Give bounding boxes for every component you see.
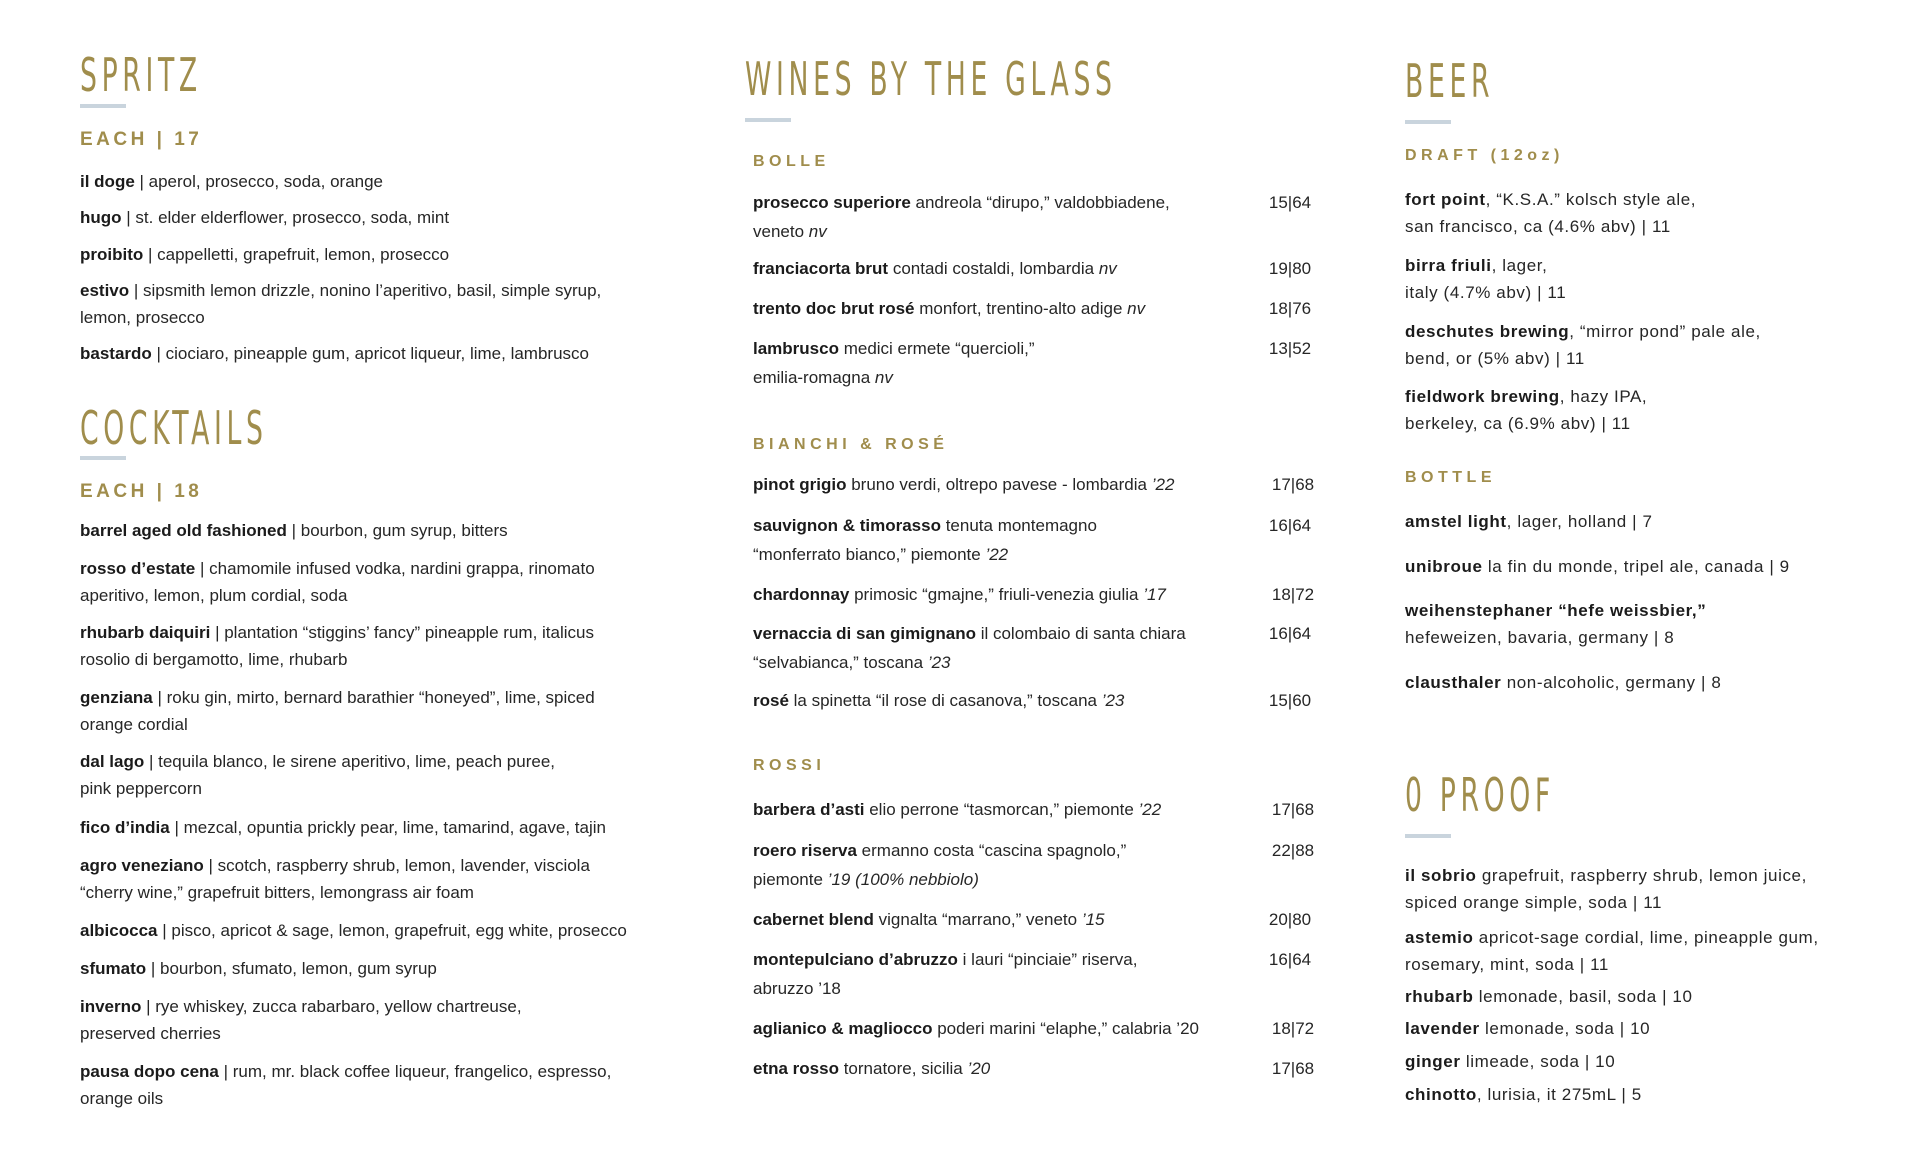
bolle-heading: BOLLE (753, 153, 830, 170)
cocktails-rule (80, 456, 126, 460)
spritz-price: EACH | 17 (80, 129, 203, 150)
wine-item: lambrusco medici ermete “quercioli,” emilia-romagna nv (753, 339, 1035, 387)
wine-item: sauvignon & timorasso tenuta montemagno “monferrato bianco,” piemonte ’22 (753, 516, 1097, 564)
zero-proof-item: rhubarb lemonade, basil, soda | 10 (1405, 987, 1693, 1006)
zero-proof-item: ginger limeade, soda | 10 (1405, 1052, 1616, 1071)
cocktail-item: albicocca | pisco, apricot & sage, lemon, grapefruit, egg white, prosecco (80, 921, 627, 940)
beer-item: weihenstephaner “hefe weissbier,” hefeweizen, bavaria, germany | 8 (1405, 601, 1707, 647)
beer-item: clausthaler non-alcoholic, germany | 8 (1405, 673, 1722, 692)
wine-price: 18|76 (1268, 299, 1312, 318)
wine-item: franciacorta brut contadi costaldi, lombardia nv (753, 259, 1117, 278)
bianchi-heading: BIANCHI & ROSÉ (753, 436, 949, 453)
cocktail-item: pausa dopo cena | rum, mr. black coffee liqueur, frangelico, espresso, orange oils (80, 1062, 612, 1108)
beer-item: amstel light, lager, holland | 7 (1405, 512, 1653, 531)
cocktail-item: genziana | roku gin, mirto, bernard barathier “honeyed”, lime, spiced orange cordial (80, 688, 595, 734)
spritz-item: hugo | st. elder elderflower, prosecco, soda, mint (80, 208, 450, 227)
wine-price: 18|72 (1271, 1019, 1315, 1038)
beer-item: fieldwork brewing, hazy IPA, berkeley, ca (6.9% abv) | 11 (1405, 387, 1648, 433)
wine-item: prosecco superiore andreola “dirupo,” valdobbiadene, veneto nv (753, 193, 1170, 241)
bottle-heading: BOTTLE (1405, 469, 1496, 486)
spritz-item: bastardo | ciociaro, pineapple gum, apricot liqueur, lime, lambrusco (80, 344, 589, 363)
cocktail-item: dal lago | tequila blanco, le sirene aperitivo, lime, peach puree, pink peppercorn (80, 752, 555, 798)
cocktail-item: inverno | rye whiskey, zucca rabarbaro, yellow chartreuse, preserved cherries (80, 997, 522, 1043)
zero-proof-item: lavender lemonade, soda | 10 (1405, 1019, 1651, 1038)
wine-price: 16|64 (1268, 624, 1312, 643)
beer-item: fort point, “K.S.A.” kolsch style ale, san francisco, ca (4.6% abv) | 11 (1405, 190, 1697, 236)
wine-price: 16|64 (1268, 516, 1312, 535)
spritz-rule (80, 104, 126, 108)
wines-rule (745, 118, 791, 122)
beer-rule (1405, 120, 1451, 124)
beer-item: birra friuli, lager, italy (4.7% abv) | 11 (1405, 256, 1567, 302)
zero-proof-item: astemio apricot-sage cordial, lime, pineapple gum, rosemary, mint, soda | 11 (1405, 928, 1819, 974)
wine-price: 22|88 (1271, 841, 1315, 860)
wine-price: 17|68 (1271, 475, 1315, 494)
spritz-item: estivo | sipsmith lemon drizzle, nonino l’aperitivo, basil, simple syrup, lemon, prosecco (80, 281, 602, 327)
wine-price: 18|72 (1271, 585, 1315, 604)
wines-title: WINES BY THE GLASS (745, 52, 1117, 106)
spritz-item: il doge | aperol, prosecco, soda, orange (80, 172, 384, 191)
spritz-item: proibito | cappelletti, grapefruit, lemon, prosecco (80, 245, 450, 264)
wine-item: cabernet blend vignalta “marrano,” veneto ’15 (753, 910, 1105, 929)
beer-title: BEER (1405, 54, 1495, 108)
cocktails-price: EACH | 18 (80, 481, 203, 502)
wine-item: trento doc brut rosé monfort, trentino-alto adige nv (753, 299, 1146, 318)
wine-price: 20|80 (1268, 910, 1312, 929)
wine-price: 15|64 (1268, 193, 1312, 212)
zero-proof-item: il sobrio grapefruit, raspberry shrub, lemon juice, spiced orange simple, soda | 11 (1405, 866, 1807, 912)
cocktails-title: COCKTAILS (80, 401, 268, 455)
cocktail-item: agro veneziano | scotch, raspberry shrub, lemon, lavender, visciola “cherry wine,” grapefruit bitters, lemongrass air foam (80, 856, 590, 902)
zero-proof-rule (1405, 834, 1451, 838)
rossi-heading: ROSSI (753, 757, 826, 774)
wine-price: 16|64 (1268, 950, 1312, 969)
wine-price: 15|60 (1268, 691, 1312, 710)
cocktail-item: rhubarb daiquiri | plantation “stiggins’ fancy” pineapple rum, italicus rosolio di bergamotto, lime, rhubarb (80, 623, 594, 669)
wine-item: pinot grigio bruno verdi, oltrepo pavese - lombardia ’22 (753, 475, 1175, 494)
wine-item: etna rosso tornatore, sicilia ’20 (753, 1059, 991, 1078)
zero-proof-item: chinotto, lurisia, it 275mL | 5 (1405, 1085, 1642, 1104)
wine-item: rosé la spinetta “il rose di casanova,” toscana ’23 (753, 691, 1125, 710)
cocktail-item: rosso d’estate | chamomile infused vodka, nardini grappa, rinomato aperitivo, lemon, plum cordial, soda (80, 559, 595, 605)
wine-price: 13|52 (1268, 339, 1312, 358)
beer-item: deschutes brewing, “mirror pond” pale ale, bend, or (5% abv) | 11 (1405, 322, 1761, 368)
cocktail-item: sfumato | bourbon, sfumato, lemon, gum syrup (80, 959, 437, 978)
beer-item: unibroue la fin du monde, tripel ale, canada | 9 (1405, 557, 1790, 576)
wine-item: roero riserva ermanno costa “cascina spagnolo,” piemonte ’19 (100% nebbiolo) (753, 841, 1127, 889)
wine-price: 17|68 (1271, 1059, 1315, 1078)
wine-price: 19|80 (1268, 259, 1312, 278)
wine-price: 17|68 (1271, 800, 1315, 819)
cocktail-item: barrel aged old fashioned | bourbon, gum syrup, bitters (80, 521, 508, 540)
wine-item: montepulciano d’abruzzo i lauri “pinciaie” riserva, abruzzo ’18 (753, 950, 1138, 998)
draft-heading: DRAFT (12oz) (1405, 147, 1564, 164)
zero-proof-title: 0 PROOF (1405, 768, 1555, 822)
wine-item: aglianico & magliocco poderi marini “elaphe,” calabria ’20 (753, 1019, 1199, 1038)
wine-item: vernaccia di san gimignano il colombaio di santa chiara “selvabianca,” toscana ’23 (753, 624, 1186, 672)
cocktail-item: fico d’india | mezcal, opuntia prickly pear, lime, tamarind, agave, tajin (80, 818, 606, 837)
spritz-title: SPRITZ (80, 48, 202, 102)
wine-item: barbera d’asti elio perrone “tasmorcan,” piemonte ’22 (753, 800, 1162, 819)
wine-item: chardonnay primosic “gmajne,” friuli-venezia giulia ’17 (753, 585, 1166, 604)
